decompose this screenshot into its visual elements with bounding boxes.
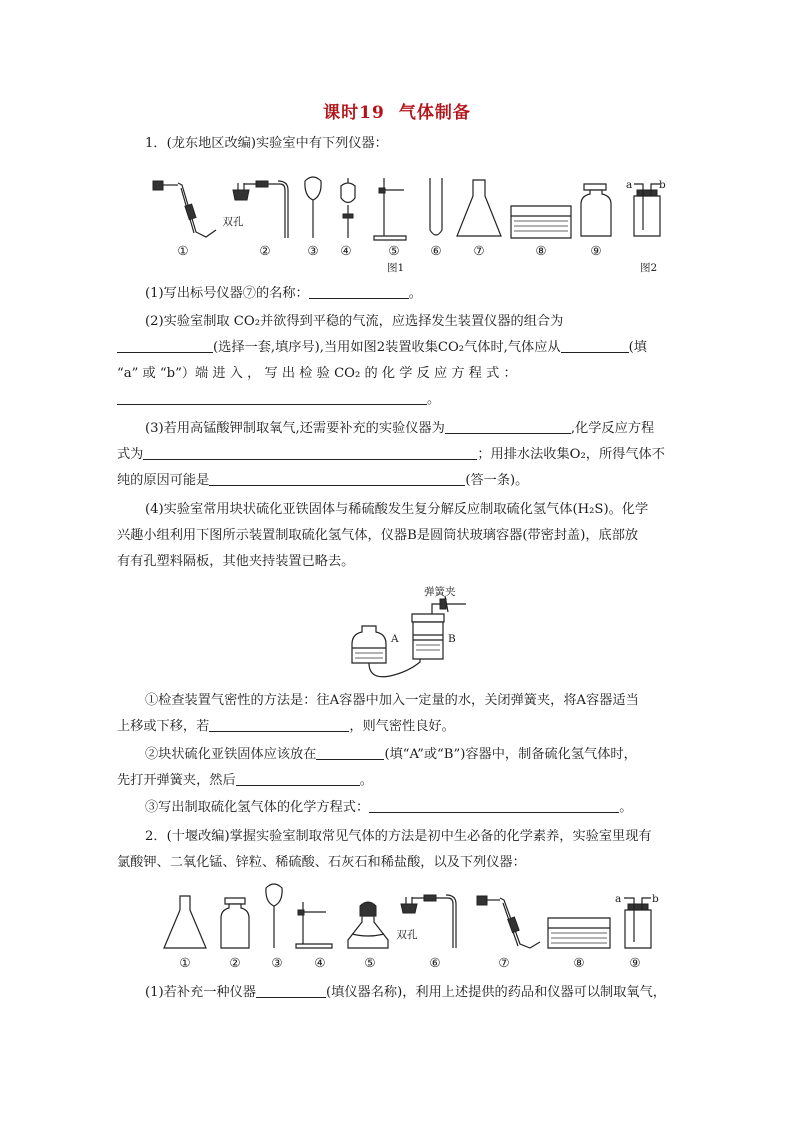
- q1-part3-line1: (3)若用高锰酸钾制取氧气,还需要补充的实验仪器为 ,化学反应方程: [145, 421, 655, 436]
- clip-label: 弹簧夹: [424, 586, 456, 598]
- shuangkong-label: 双孔: [396, 929, 418, 941]
- q1-part2-line3: “a” 或 “b”）端 进 入 ， 写 出 检 验 CO₂ 的 化 学 反 应 方 程 式 ：: [117, 366, 517, 381]
- port-b-label: b: [652, 893, 659, 905]
- fig1-label: ①: [177, 243, 189, 258]
- fig1-caption: 图1: [387, 262, 405, 274]
- fig1-label: ④: [340, 243, 352, 258]
- port-a-label: a: [626, 179, 633, 191]
- container-a-label: A: [391, 633, 399, 645]
- q2-label: ⑧: [573, 955, 585, 970]
- q1-sub2-line1: ②块状硫化亚铁固体应该放在 (填“A”或“B”)容器中，制备硫化氢气体时，: [145, 747, 637, 762]
- q1-part2-line1: (2)实验室制取 CO₂并欲得到平稳的气流，应选择发生装置仪器的组合为: [145, 314, 564, 329]
- fig1-label: ⑧: [535, 243, 547, 258]
- fig1-label: ③: [307, 243, 319, 258]
- shuangkong-label: 双孔: [222, 216, 244, 228]
- q1-sub3: ③写出制取硫化氢气体的化学方程式： 。: [145, 800, 633, 815]
- q1-sub2-line2: 先打开弹簧夹，然后 。: [117, 773, 373, 788]
- q2-label: ③: [271, 955, 283, 970]
- container-b-label: B: [448, 633, 456, 645]
- q2-label: ①: [179, 955, 191, 970]
- fig1-label: ⑦: [473, 243, 485, 258]
- fig1-label: ⑥: [430, 243, 442, 258]
- q2-part1: (1)若补充一种仪器 (填仪器名称)，利用上述提供的药品和仪器可以制取氧气，: [145, 985, 666, 1000]
- fig1-label: ⑨: [590, 243, 602, 258]
- q1-part2-line4: 。: [117, 390, 440, 410]
- q1-sub1-line1: ①检查装置气密性的方法是：往A容器中加入一定量的水，关闭弹簧夹，将A容器适当: [145, 693, 639, 708]
- page-title: 课时19 气体制备: [323, 103, 471, 123]
- q1-intro: 1．(龙东地区改编)实验室中有下列仪器：: [145, 136, 388, 151]
- q2-line1: 2．(十堰改编)掌握实验室制取常见气体的方法是初中生必备的化学素养，实验室里现有: [145, 829, 652, 844]
- port-b-label: b: [659, 179, 666, 191]
- answer-blank[interactable]: [256, 983, 326, 998]
- fig2-caption: 图2: [640, 262, 658, 274]
- fig1-label: ②: [259, 243, 271, 258]
- q1-part4-line1: (4)实验室常用块状硫化亚铁固体与稀硫酸发生复分解反应制取硫化氢气体(H₂S)。化学: [145, 502, 649, 517]
- q1-part4-line3: 有有孔塑料隔板，其他夹持装置已略去。: [117, 554, 355, 569]
- q2-label: ⑥: [429, 955, 441, 970]
- q1-part3-line3: 纯的原因可能是 (答一条)。: [117, 473, 529, 488]
- q2-label: ⑤: [364, 955, 376, 970]
- q1-part1: (1)写出标号仪器⑦的名称： 。: [145, 286, 422, 301]
- q2-label: ②: [229, 955, 241, 970]
- q2-label: ⑨: [629, 955, 641, 970]
- port-a-label: a: [615, 893, 622, 905]
- q2-label: ⑦: [498, 955, 510, 970]
- q1-part4-line2: 兴趣小组利用下图所示装置制取硫化氢气体，仪器B是圆筒状玻璃容器(带密封盖)，底部放: [117, 528, 639, 543]
- q1-sub1-line2: 上移或下移，若 ，则气密性良好。: [117, 719, 455, 734]
- q2-label: ④: [314, 955, 326, 970]
- q1-part2-line2: (选择一套,填序号),当用如图2装置收集CO₂气体时,气体应从 (填: [117, 338, 647, 358]
- q2-line2: 氯酸钾、二氧化锰、锌粒、稀硫酸、石灰石和稀盐酸，以及下列仪器：: [117, 855, 526, 870]
- q1-part3-line2: 式为 ；用排水法收集O₂，所得气体不: [117, 447, 665, 462]
- fig1-label: ⑤: [388, 243, 400, 258]
